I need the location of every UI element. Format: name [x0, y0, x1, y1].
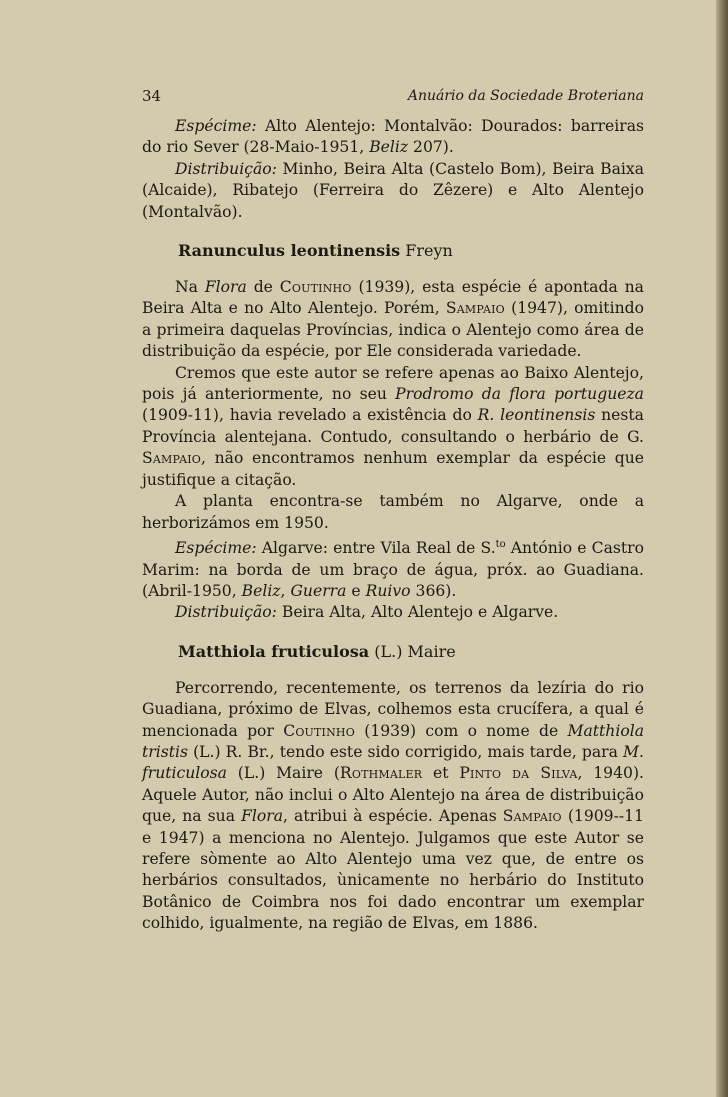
- distribution-paragraph: [142, 159, 644, 223]
- text-run: nesta Província alentejana. Contudo, consultando o herbário de G.: [142, 406, 644, 446]
- author-name: Pinto da Silva: [459, 764, 578, 783]
- text-run: Percorrendo, recentemente, os terrenos da lezíria do rio Guadiana, próximo de Elvas, colhemos esta crucífera, a qual é mencionada por: [142, 678, 644, 740]
- text-run: ,: [280, 581, 286, 600]
- text-run: (1909-11), havia revelado a existência do: [142, 406, 472, 425]
- text-run: Flora: [204, 278, 247, 297]
- distribution-text: Minho, Beira Alta (Castelo Bom), Beira Baixa (Alcaide), Ribatejo (Ferreira do Zêzere) e Alto Alentejo (Montalvão).: [142, 159, 644, 221]
- page-number: 34: [142, 87, 162, 105]
- text-run: , atribui à espécie. Apenas: [283, 807, 497, 826]
- species-heading-ranunculus: [142, 240, 644, 262]
- text-run: (1909--11 e 1947) a menciona no Alentejo. Julgamos que este Autor se refere sòmente ao Alto Alentejo uma vez que, de entre os herbários consultados, ùnicamente no herbário do Instituto Botânico de Coimbra nos foi dado encontrar um exemplar colhido, igualmente, na região de Elvas, em 1886.: [142, 807, 644, 933]
- book-spine-edge: [716, 0, 728, 1097]
- specimen-label: Espécime:: [175, 117, 257, 135]
- body-text: [142, 116, 644, 935]
- text-run: Algarve: entre Vila Real de S.: [261, 539, 496, 558]
- paragraph: [142, 363, 644, 491]
- text-run: (1947), omitindo a primeira daquelas Províncias, indica o Alentejo como área de distribuição da espécie, por Ele considerada variedade.: [142, 299, 644, 361]
- species-author: (L.) Maire: [374, 641, 456, 661]
- author-name: Coutinho: [283, 721, 355, 740]
- text-run: Matthiola tristis: [142, 721, 644, 761]
- distribution-label: Distribuição:: [175, 603, 277, 622]
- text-run: et: [433, 764, 449, 783]
- distribution-text: Beira Alta, Alto Alentejo e Algarve.: [281, 603, 559, 622]
- text-run: (1939) com o nome de: [364, 721, 559, 740]
- text-run: Na: [175, 278, 198, 297]
- text-run: M. fruticulosa: [142, 742, 644, 783]
- author-name: Coutinho: [279, 278, 352, 297]
- specimen-paragraph: [142, 534, 644, 602]
- text-run: to: [495, 538, 506, 550]
- author-name: Rothmaler: [339, 764, 423, 783]
- species-name: Matthiola fruticulosa: [178, 641, 370, 661]
- species-name: Ranunculus leontinensis: [178, 241, 401, 261]
- species-author: Freyn: [405, 241, 453, 261]
- collector-name: Guerra: [290, 581, 347, 600]
- text-run: António e Castro Marim: na borda de um braço de água, próx. ao Guadiana. (Abril-1950,: [142, 539, 644, 600]
- text-run: (1939), esta espécie é apontada na Beira Alta e no Alto Alentejo. Porém,: [142, 278, 644, 318]
- text-run: R. leontinensis: [477, 406, 596, 425]
- paragraph: [142, 678, 644, 935]
- text-run: , 1940). Aquele Autor, não inclui o Alto Alentejo na área de distribuição que, na sua: [142, 764, 644, 826]
- collector-name: Beliz: [369, 138, 409, 157]
- distribution-label: Distribuição:: [175, 159, 277, 178]
- specimen-number: 207).: [413, 138, 454, 157]
- specimen-paragraph: [142, 116, 644, 159]
- author-name: Sampaio: [445, 299, 505, 318]
- distribution-paragraph: [142, 602, 644, 623]
- text-run: (L.) R. Br., tendo este sido corrigido, mais tarde, para: [193, 742, 618, 761]
- text-run: Prodromo da flora portugueza: [395, 385, 644, 404]
- text-run: (L.) Maire (: [237, 764, 340, 783]
- paragraph: [142, 277, 644, 363]
- specimen-label: Espécime:: [175, 539, 257, 558]
- specimen-text: Alto Alentejo: Montalvão: Dourados: barreiras do rio Sever (28-Maio-1951,: [142, 117, 644, 157]
- species-heading-matthiola: [142, 641, 644, 663]
- text-run: Cremos que este autor se refere apenas ao Baixo Alentejo, pois já anteriormente, no seu: [142, 363, 644, 404]
- text-run: , não encontramos nenhum exemplar da espécie que justifique a citação.: [142, 449, 644, 489]
- collector-name: Beliz: [241, 581, 281, 600]
- author-name: Sampaio: [502, 807, 562, 826]
- author-name: Sampaio: [142, 449, 201, 468]
- journal-title: Anuário da Sociedade Broteriana: [407, 88, 644, 104]
- text-run: 366).: [415, 581, 457, 600]
- text-run: e: [351, 581, 361, 600]
- paragraph: A planta encontra-se também no Algarve, onde a herborizámos em 1950.: [142, 492, 644, 532]
- text-run: de: [253, 278, 273, 297]
- text-run: Flora: [241, 807, 284, 826]
- collector-name: Ruivo: [365, 581, 411, 600]
